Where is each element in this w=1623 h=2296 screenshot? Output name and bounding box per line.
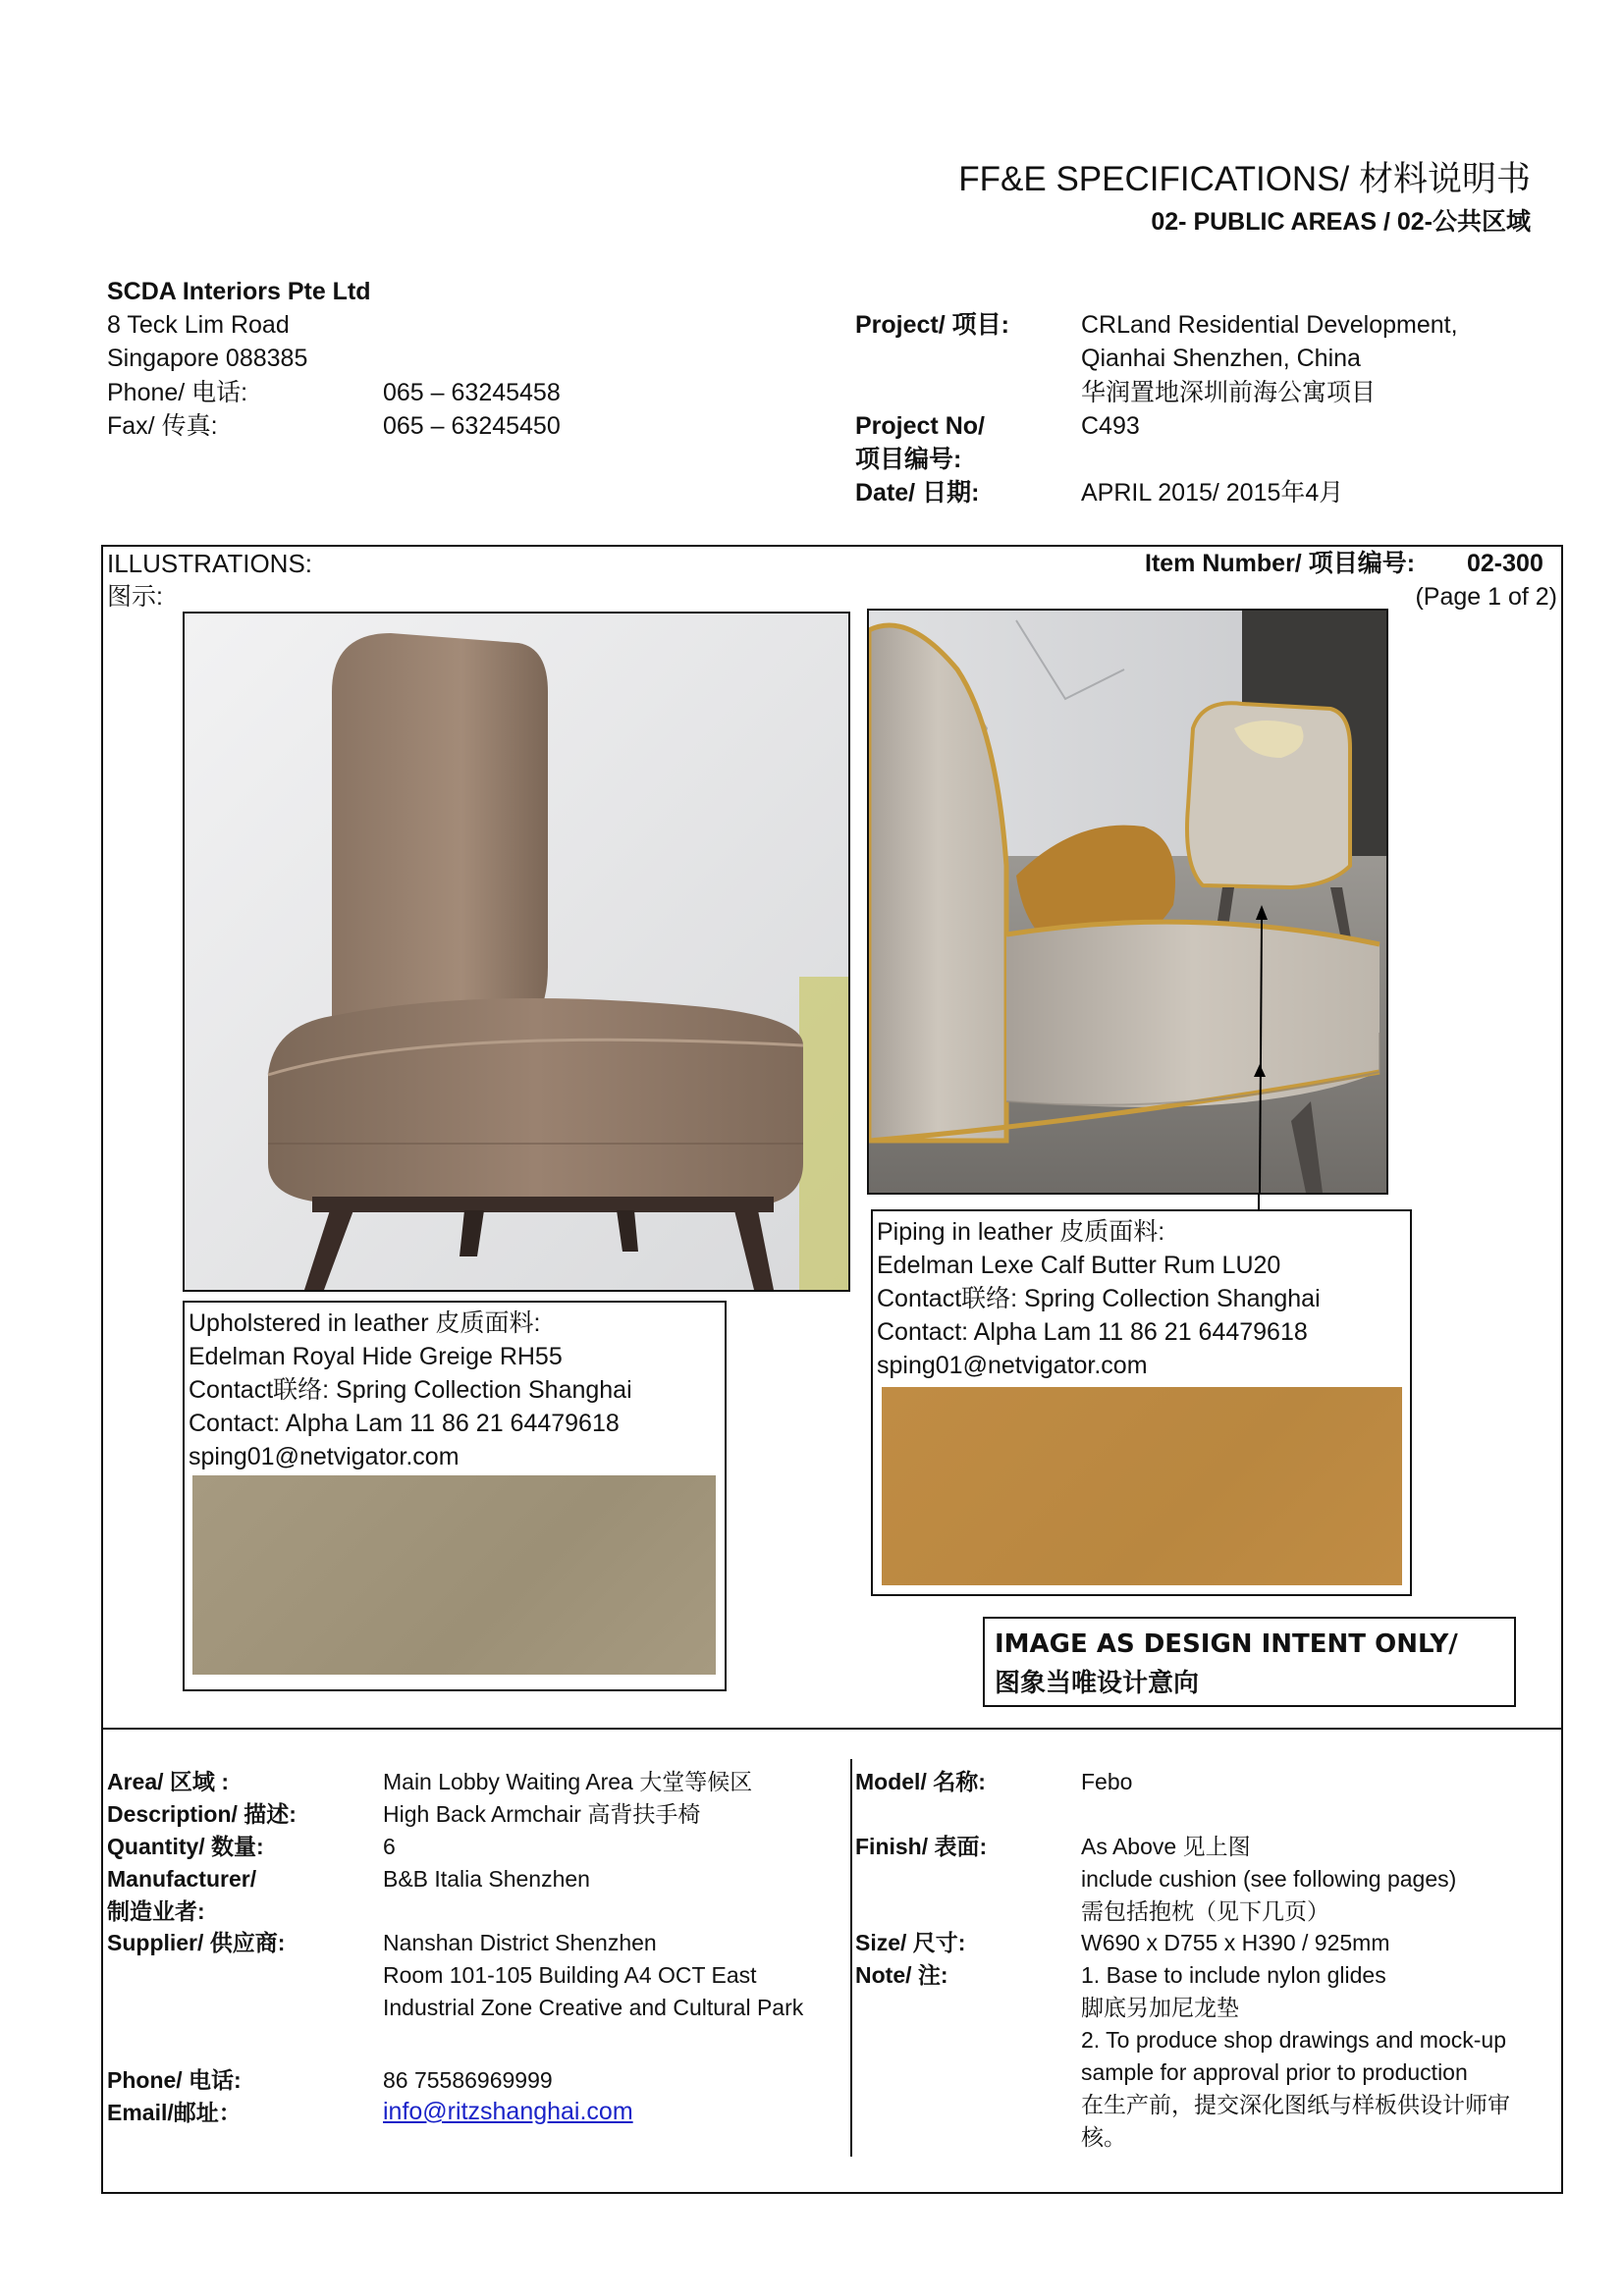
date-value: APRIL 2015/ 2015年4月 xyxy=(1081,479,1344,507)
leather-caption-line-5: sping01@netvigator.com xyxy=(189,1443,460,1470)
page-indicator: (Page 1 of 2) xyxy=(1415,583,1557,611)
model-value: Febo xyxy=(1081,1769,1133,1794)
size-value: W690 x D755 x H390 / 925mm xyxy=(1081,1930,1390,1955)
design-intent-notice xyxy=(983,1617,1516,1707)
company-address-2: Singapore 088385 xyxy=(107,345,308,372)
design-intent-line-2: 图象当唯设计意向 xyxy=(995,1669,1200,1698)
details-divider xyxy=(850,1759,852,2157)
note-line-4: sample for approval prior to production xyxy=(1081,2059,1468,2085)
note-line-3: 2. To produce shop drawings and mock-up xyxy=(1081,2027,1507,2053)
supplier-line-3: Industrial Zone Creative and Cultural Park xyxy=(383,1995,804,2020)
note-line-2: 脚底另加尼龙垫 xyxy=(1081,1995,1239,2020)
item-number: 02-300 xyxy=(1467,550,1543,577)
document-subtitle: 02- PUBLIC AREAS / 02-公共区域 xyxy=(1151,208,1531,236)
supplier-email-link[interactable]: info@ritzshanghai.com xyxy=(383,2098,633,2125)
leather-caption-line-2: Edelman Royal Hide Greige RH55 xyxy=(189,1343,563,1370)
supplier-phone-label: Phone/ 电话: xyxy=(107,2067,242,2093)
supplier-label: Supplier/ 供应商: xyxy=(107,1930,286,1955)
project-no-value: C493 xyxy=(1081,412,1140,440)
leather-caption-line-3: Contact联络: Spring Collection Shanghai xyxy=(189,1376,632,1404)
document-title: FF&E SPECIFICATIONS/ 材料说明书 xyxy=(958,160,1531,198)
supplier-phone-value: 86 75586969999 xyxy=(383,2067,553,2093)
supplier-line-1: Nanshan District Shenzhen xyxy=(383,1930,657,1955)
project-line-2: Qianhai Shenzhen, China xyxy=(1081,345,1361,372)
leather-caption-line-4: Contact: Alpha Lam 11 86 21 64479618 xyxy=(189,1410,620,1437)
finish-line-2: include cushion (see following pages) xyxy=(1081,1866,1457,1892)
note-line-6: 核。 xyxy=(1081,2124,1126,2150)
piping-swatch-butter-rum xyxy=(882,1387,1402,1585)
piping-caption-line-4: Contact: Alpha Lam 11 86 21 64479618 xyxy=(877,1318,1308,1346)
illustrations-label: ILLUSTRATIONS: xyxy=(107,549,313,578)
company-phone: 065 – 63245458 xyxy=(383,379,561,406)
piping-caption-line-2: Edelman Lexe Calf Butter Rum LU20 xyxy=(877,1252,1281,1279)
company-fax: 065 – 63245450 xyxy=(383,412,561,440)
piping-caption-line-1: Piping in leather 皮质面料: xyxy=(877,1218,1165,1246)
project-label: Project/ 项目: xyxy=(855,311,1009,339)
piping-caption-line-3: Contact联络: Spring Collection Shanghai xyxy=(877,1285,1321,1312)
manufacturer-label-2: 制造业者: xyxy=(107,1898,205,1924)
quantity-label: Quantity/ 数量: xyxy=(107,1834,264,1859)
note-line-1: 1. Base to include nylon glides xyxy=(1081,1962,1386,1988)
design-intent-line-1: IMAGE AS DESIGN INTENT ONLY/ xyxy=(995,1629,1458,1659)
size-label: Size/ 尺寸: xyxy=(855,1930,966,1955)
supplier-email-label: Email/邮址： xyxy=(107,2100,242,2125)
company-name: SCDA Interiors Pte Ltd xyxy=(107,278,371,305)
finish-line-3: 需包括抱枕（见下几页） xyxy=(1081,1898,1329,1924)
company-fax-label: Fax/ 传真: xyxy=(107,412,218,440)
date-label: Date/ 日期: xyxy=(855,479,980,507)
chair-photo xyxy=(183,612,850,1292)
quantity-value: 6 xyxy=(383,1834,396,1859)
project-no-label-2: 项目编号: xyxy=(855,446,962,473)
note-line-5: 在生产前，提交深化图纸与样板供设计师审 xyxy=(1081,2092,1510,2117)
project-no-label-1: Project No/ xyxy=(855,412,985,440)
area-value: Main Lobby Waiting Area 大堂等候区 xyxy=(383,1769,753,1794)
pointer-line xyxy=(1258,1195,1260,1209)
manufacturer-label-1: Manufacturer/ xyxy=(107,1866,257,1892)
chair-detail-image xyxy=(869,611,1386,1193)
company-address-1: 8 Teck Lim Road xyxy=(107,311,290,339)
description-label: Description/ 描述: xyxy=(107,1801,297,1827)
area-label: Area/ 区域 : xyxy=(107,1769,229,1794)
item-number-label: Item Number/ 项目编号: xyxy=(1145,550,1416,577)
finish-line-1: As Above 见上图 xyxy=(1081,1834,1251,1859)
chair-detail-photo xyxy=(867,609,1388,1195)
manufacturer-value: B&B Italia Shenzhen xyxy=(383,1866,590,1892)
company-phone-label: Phone/ 电话: xyxy=(107,379,248,406)
leather-caption-line-1: Upholstered in leather 皮质面料: xyxy=(189,1309,541,1337)
chair-image xyxy=(185,614,848,1290)
illustrations-label-cn: 图示: xyxy=(107,583,163,611)
piping-caption-line-5: sping01@netvigator.com xyxy=(877,1352,1148,1379)
note-label: Note/ 注: xyxy=(855,1962,948,1988)
supplier-line-2: Room 101-105 Building A4 OCT East xyxy=(383,1962,757,1988)
project-line-3: 华润置地深圳前海公寓项目 xyxy=(1081,379,1377,406)
project-line-1: CRLand Residential Development, xyxy=(1081,311,1458,339)
model-label: Model/ 名称: xyxy=(855,1769,986,1794)
leather-swatch-greige xyxy=(192,1475,716,1675)
finish-label: Finish/ 表面: xyxy=(855,1834,988,1859)
description-value: High Back Armchair 高背扶手椅 xyxy=(383,1801,701,1827)
